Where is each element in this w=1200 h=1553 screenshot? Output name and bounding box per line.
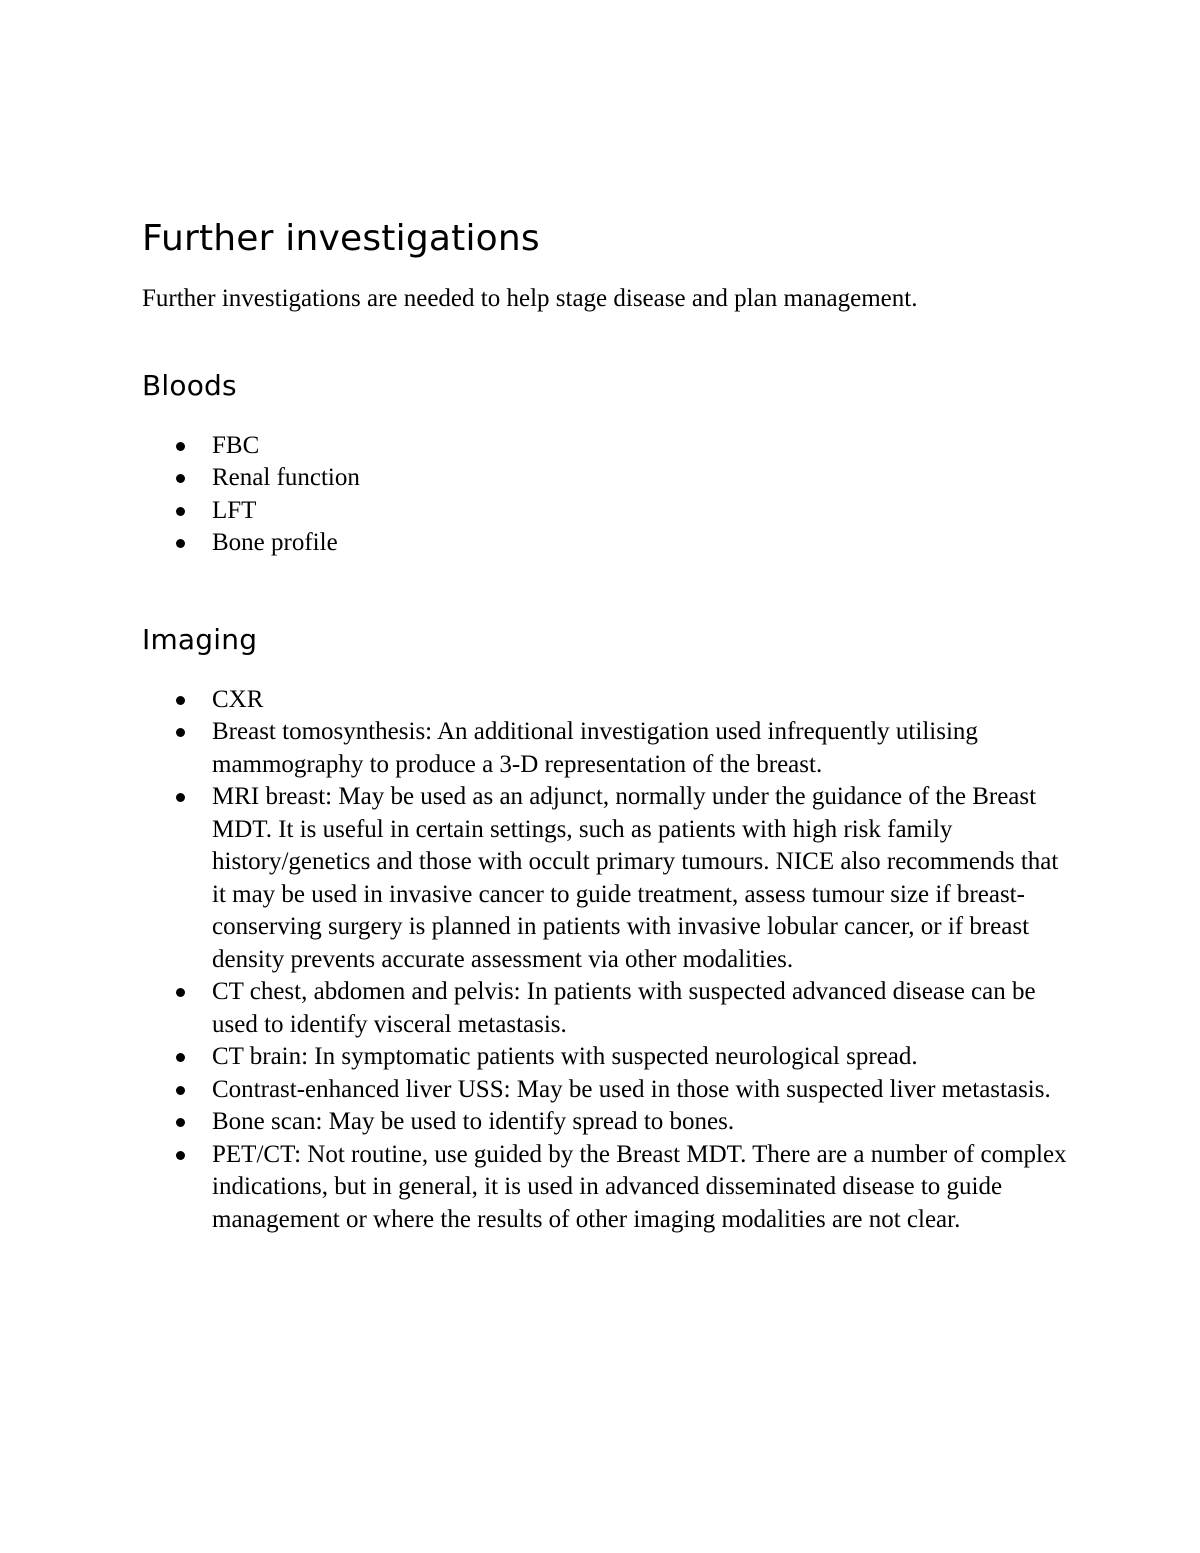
bullet-icon (176, 1118, 185, 1127)
bullet-icon (176, 728, 185, 737)
bullet-icon (176, 1151, 185, 1160)
list-item (142, 1074, 1072, 1107)
document-content (142, 215, 1072, 1236)
bloods-list (142, 430, 1072, 560)
list-item (142, 1139, 1072, 1237)
list-item-text: Bone profile (212, 529, 338, 556)
bullet-icon (176, 793, 185, 802)
imaging-list (142, 684, 1072, 1237)
list-item (142, 495, 1072, 528)
list-item-text: MRI breast: May be used as an adjunct, normally under the guidance of the Breast MDT. It is useful in certain settings, such as patients with high risk family history/genetics and those with occult primary tumours. NICE also recommends that it may be used in invasive cancer to guide treatment, assess tumour size if breast-conserving surgery is planned in patients with invasive lobular cancer, or if breast density prevents accurate assessment via other modalities. (212, 783, 1059, 973)
bullet-icon (176, 507, 185, 516)
list-item (142, 462, 1072, 495)
list-item (142, 716, 1072, 781)
list-item (142, 430, 1072, 463)
bullet-icon (176, 1086, 185, 1095)
list-item (142, 781, 1072, 976)
intro-paragraph: Further investigations are needed to help stage disease and plan management. (142, 285, 918, 312)
list-item-text: CXR (212, 685, 264, 713)
bullet-icon (176, 442, 185, 451)
bullet-icon (176, 474, 185, 483)
list-item-text: CT brain: In symptomatic patients with suspected neurological spread. (212, 1043, 918, 1070)
list-item (142, 1106, 1072, 1139)
bullet-icon (176, 1053, 185, 1062)
section-heading-imaging: Imaging (142, 622, 258, 656)
list-item-text: FBC (212, 431, 260, 459)
list-item-text: Breast tomosynthesis: An additional investigation used infrequently utilising mammography to produce a 3-D representation of the breast. (212, 718, 978, 778)
page-title: Further investigations (142, 218, 540, 259)
list-item-text: Renal function (212, 464, 360, 491)
list-item (142, 527, 1072, 560)
list-item-text: CT chest, abdomen and pelvis: In patients with suspected advanced disease can be used to identify visceral metastasis. (212, 978, 1036, 1038)
bullet-icon (176, 696, 185, 705)
list-item-text: PET/CT: Not routine, use guided by the Breast MDT. There are a number of complex indications, but in general, it is used in advanced disseminated disease to guide management or where the results of other imaging modalities are not clear. (212, 1140, 1067, 1233)
list-item-text: Contrast-enhanced liver USS: May be used in those with suspected liver metastasis. (212, 1075, 1051, 1103)
list-item-text: Bone scan: May be used to identify spread to bones. (212, 1108, 735, 1135)
list-item (142, 684, 1072, 717)
bullet-icon (176, 539, 185, 548)
bullet-icon (176, 988, 185, 997)
section-heading-bloods: Bloods (142, 368, 237, 402)
list-item (142, 1041, 1072, 1074)
list-item-text: LFT (212, 496, 257, 524)
list-item (142, 976, 1072, 1041)
